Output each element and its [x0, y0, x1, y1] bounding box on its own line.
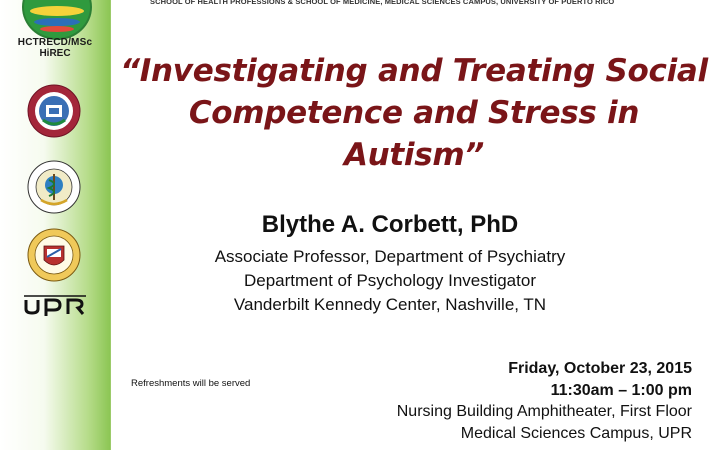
medical-sciences-campus-seal-icon: [27, 228, 81, 282]
speaker-name: Blythe A. Corbett, PhD: [261, 211, 519, 238]
school-header: SCHOOL OF HEALTH PROFESSIONS & SCHOOL OF MEDICINE, MEDICAL SCIENCES CAMPUS, UNIVERSITY OF PUERTO RICO: [150, 0, 615, 6]
event-location: Nursing Building Amphitheater, First Floor: [396, 403, 692, 420]
event-date: Friday, October 23, 2015: [508, 360, 692, 377]
org-subname: HiREC: [39, 48, 71, 59]
speaker-affiliation-3: Vanderbilt Kennedy Center, Nashville, TN: [233, 295, 547, 314]
org-name: HCTRECD/MSc: [17, 37, 93, 48]
logo-sidebar: [0, 0, 111, 450]
hctrecd-logo: [22, 0, 92, 40]
upr-logo-icon: [24, 294, 86, 316]
event-campus: Medical Sciences Campus, UPR: [460, 425, 692, 442]
medicine-school-seal-icon: [27, 160, 81, 214]
event-time: 11:30am – 1:00 pm: [550, 382, 692, 399]
speaker-affiliation-1: Associate Professor, Department of Psychiatry: [214, 247, 566, 266]
event-title: “Investigating and Treating Social Competence and Stress in Autism”: [120, 53, 708, 173]
health-professions-seal-icon: [27, 84, 81, 138]
refreshments-note: Refreshments will be served: [131, 378, 251, 389]
speaker-affiliation-2: Department of Psychology Investigator: [244, 271, 536, 290]
